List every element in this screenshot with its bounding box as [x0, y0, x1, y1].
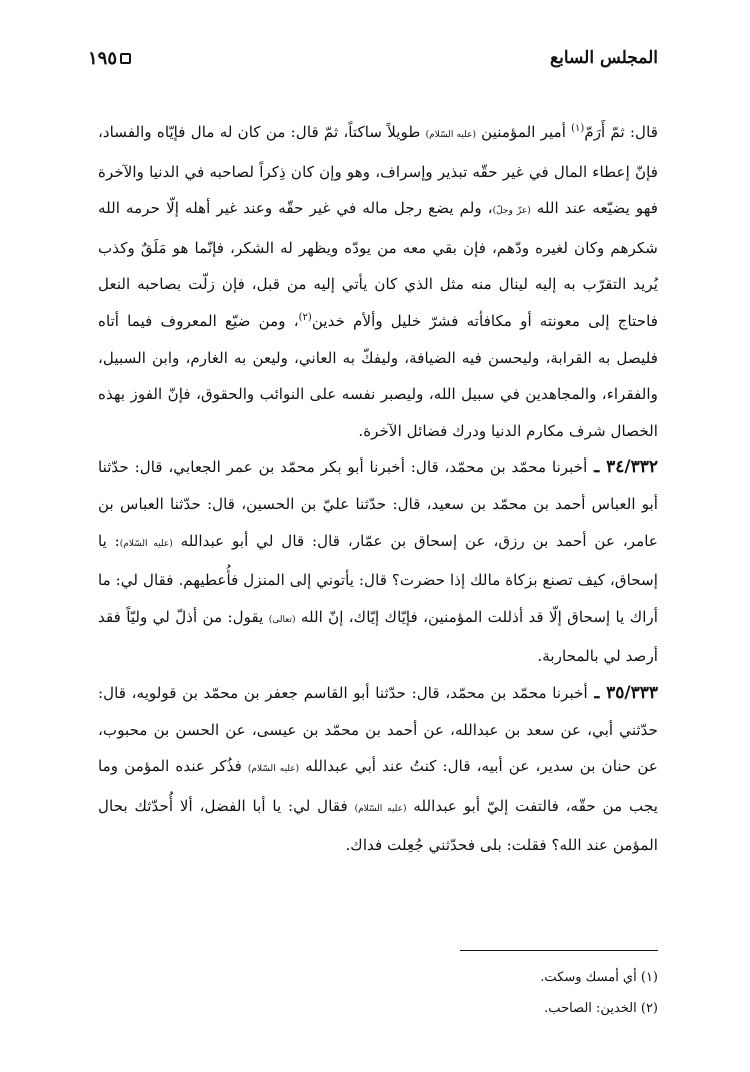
footnote-1: (١) أي أمسك وسكت.	[540, 970, 658, 985]
paragraph-narration	[98, 114, 658, 449]
text-run: يقول: من أذلّ لي وليّاً فقد أرصد لي بالمحاربة.	[98, 607, 658, 666]
honorific: (عليه السّلام)	[425, 130, 476, 140]
paragraph-hadith-34	[98, 449, 658, 675]
text-run: ، ومن ضيّع المعروف فيما أتاه فليصل به القرابة، وليحسن فيه الضيافة، وليفكّ به العاني، وليعن به الغارم، وابن السبيل، والفقراء، والمجاهدين في سبيل الله، وليصبر نفسه على النوائب والحقوق، فإنّ الفوز بهذه الخصال شرف مكارم الدنيا ودرك فضائل الآخرة.	[98, 311, 658, 440]
honorific: (عليه السّلام)	[119, 538, 173, 549]
footnote-ref: (١)	[571, 122, 585, 134]
text-run: ، ولم يضع رجل ماله في غير حقّه وعند غير أهله إلّا حرمه الله شكرهم وكان لغيره ودّهم، فإن بقي معه من يودّه ويظهر له الشكر، فإنّما هو مَلَقٌ وكذب يُريد التقرّب به إليه لينال منه مثل الذي كان يأتي إليه من قبل، فإن زلّت بصاحبه النعل فاحتاج إلى معونته أو مكافأته فشرّ خليل وألأم خدين	[98, 199, 658, 330]
text-run: أخبرنا محمّد بن محمّد، قال: أخبرنا أبو بكر محمّد بن عمر الجعابي، قال: حدّثنا أبو العباس أحمد بن محمّد بن سعيد، قال: حدّثنا عليّ بن الحسين، قال: حدّثنا العباس بن عامر، عن أحمد بن رزق، عن إسحاق بن عمّار، قال: قال لي أبو عبدالله	[98, 458, 658, 550]
honorific: (عليه السّلام)	[354, 803, 407, 814]
honorific: (عليه السّلام)	[247, 764, 300, 775]
page-number	[88, 48, 131, 69]
square-bullet-icon	[120, 53, 131, 64]
footnote-ref: (٢)	[298, 311, 312, 323]
text-run: أخبرنا محمّد بن محمّد، قال: حدّثنا أبو القاسم جعفر بن محمّد بن قولويه، قال: حدّثني أبي، عن سعد بن عبدالله، عن أحمد بن محمّد بن عيسى، عن الحسن بن محبوب، عن حنان بن سدير، عن أبيه، قال: كنتُ عند أبي عبدالله	[98, 683, 658, 776]
footnotes	[98, 962, 658, 1024]
text-run: : يا إسحاق، كيف تصنع بزكاة مالك إذا حضرت؟ قال: يأتوني إلى المنزل فأُعطيهم. فقال لي: ما أراك يا إسحاق إلّا قد أذللت المؤمنين، فإيّاك إيّاك، إنّ الله	[98, 531, 658, 626]
text-run: قال: ثمّ أَرَمّ	[584, 123, 658, 141]
hadith-number: ٣٥/٣٣٣ ـ	[587, 682, 658, 703]
honorific: (تعالى)	[268, 614, 296, 625]
paragraph-hadith-35	[98, 675, 658, 864]
text-run: فذُكر عنده المؤمن وما يجب من حقّه، فالتفت إليّ أبو عبدالله	[98, 757, 658, 815]
footnote-divider	[460, 950, 658, 951]
page-number-text: ١٩٥	[88, 48, 118, 69]
page-header	[88, 44, 658, 78]
running-title: المجلس السابع	[550, 48, 658, 68]
text-run: فقال لي: يا أبا الفضل، ألا أُحدّثك بحال المؤمن عند الله؟ فقلت: بلى فحدّثني جُعِلت فداك.	[98, 796, 658, 855]
text-run: طويلاً ساكتاً، ثمّ قال: من كان له مال فإيّاه والفساد، فإنّ إعطاء المال في غير حقّه تبذير وإسراف، وهو وإن كان ذِكراً لصاحبه في الدنيا والآخرة فهو يضيّعه عند الله	[98, 123, 658, 218]
text-run: أمير المؤمنين	[475, 123, 572, 141]
footnote-2: (٢) الخدين: الصاحب.	[544, 1001, 658, 1016]
honorific: (عزّ وجلّ)	[492, 206, 531, 217]
hadith-number: ٣٤/٣٣٢ ـ	[587, 457, 658, 478]
main-text	[98, 114, 658, 864]
